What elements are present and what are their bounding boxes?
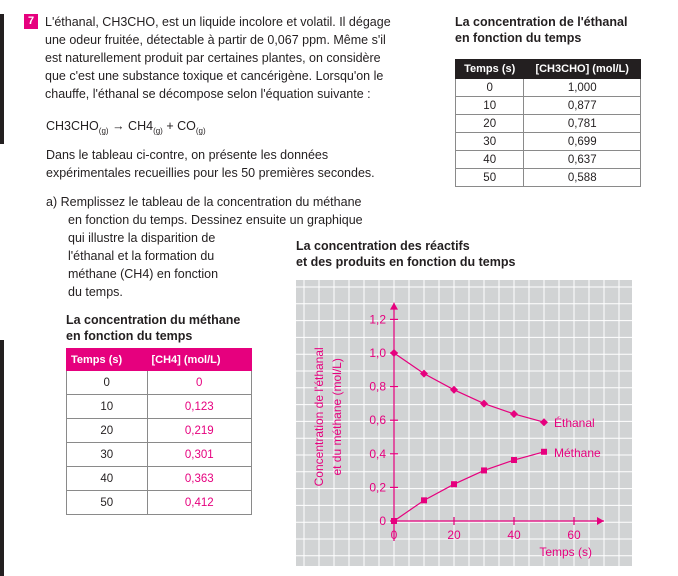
table-row <box>456 115 641 133</box>
equation-reactant: CH3CHO <box>46 119 99 133</box>
methane-table-title-line: La concentration du méthane <box>66 313 241 327</box>
equation-state: (g) <box>98 126 109 136</box>
concentration-chart <box>296 280 632 566</box>
intro-line: une odeur fruitée, détectable à partir de 0,067 ppm. Même s'il <box>45 33 386 47</box>
ethanal-table-title <box>455 14 627 46</box>
equation-product: CH4 <box>128 119 154 133</box>
cell-time: 30 <box>456 133 524 151</box>
table-row <box>67 419 252 443</box>
table-row <box>456 133 641 151</box>
data-line: expérimentales recueillies pour les 50 premières secondes. <box>46 166 375 180</box>
intro-line: est naturellement produit par certaines plantes, on considère <box>45 51 381 65</box>
cell-concentration: 0,219 <box>147 419 252 443</box>
table-row <box>456 79 641 97</box>
header-concentration: [CH4] (mol/L) <box>147 349 252 371</box>
cell-concentration: 0,699 <box>524 133 641 151</box>
equation-state: (g) <box>153 126 163 136</box>
table-row <box>67 395 252 419</box>
question-line: l'éthanal et la formation du <box>68 249 215 263</box>
data-point <box>421 497 427 503</box>
equation-product: CO <box>177 119 196 133</box>
ethanal-table-title-line: La concentration de l'éthanal <box>455 15 628 29</box>
cell-time: 0 <box>456 79 524 97</box>
y-tick-label: 0,6 <box>369 413 386 428</box>
y-tick-label: 1,2 <box>369 312 386 327</box>
equation-state: (g) <box>195 126 206 136</box>
data-point <box>511 457 517 463</box>
intro-line: que c'est une substance toxique et cancérigène. Lorsqu'on le <box>45 69 384 83</box>
cell-time: 50 <box>67 491 148 515</box>
equation-arrow: → <box>112 119 125 133</box>
y-tick-label: 0,4 <box>369 446 386 461</box>
table-header-row <box>456 60 641 79</box>
table-header-row <box>67 349 252 371</box>
cell-concentration: 0,637 <box>524 151 641 169</box>
x-tick-label: 40 <box>507 528 521 542</box>
cell-concentration: 0,877 <box>524 97 641 115</box>
table-row <box>67 371 252 395</box>
y-tick-label: 0,8 <box>369 379 386 394</box>
series-label: Méthane <box>554 445 601 460</box>
data-point <box>541 449 547 455</box>
series-label: Éthanal <box>554 416 595 431</box>
x-tick-label: 0 <box>390 528 398 542</box>
cell-concentration: 0,781 <box>524 115 641 133</box>
edge-bar-top <box>0 14 4 144</box>
cell-time: 40 <box>67 467 148 491</box>
x-tick-label: 20 <box>447 528 461 542</box>
cell-concentration: 0,588 <box>524 169 641 187</box>
question-line: a) Remplissez le tableau de la concentration du méthane <box>46 195 362 209</box>
y-axis-label: Concentration de l'éthanal <box>312 347 326 487</box>
x-tick-label: 60 <box>567 528 581 542</box>
cell-time: 20 <box>456 115 524 133</box>
data-point <box>481 467 487 473</box>
cell-time: 0 <box>67 371 148 395</box>
cell-time: 10 <box>456 97 524 115</box>
methane-table-title-line: en fonction du temps <box>66 329 193 343</box>
table-row <box>67 467 252 491</box>
table-row <box>456 97 641 115</box>
y-tick-label: 0 <box>379 514 386 528</box>
cell-time: 30 <box>67 443 148 467</box>
chart-title-line: La concentration des réactifs <box>296 239 470 253</box>
chart-title <box>296 238 515 270</box>
cell-concentration: 0 <box>147 371 252 395</box>
edge-bar-bottom <box>0 340 4 576</box>
header-time: Temps (s) <box>67 349 148 371</box>
chemical-equation <box>46 117 206 141</box>
table-row <box>67 443 252 467</box>
cell-time: 50 <box>456 169 524 187</box>
question-line: du temps. <box>68 285 123 299</box>
table-row <box>67 491 252 515</box>
x-axis-label: Temps (s) <box>539 545 592 559</box>
header-time: Temps (s) <box>456 60 524 79</box>
question-line: méthane (CH4) en fonction <box>68 267 219 281</box>
table-row <box>456 151 641 169</box>
y-tick-label: 0,2 <box>369 480 386 495</box>
data-line: Dans le tableau ci-contre, on présente les données <box>46 148 329 162</box>
header-concentration: [CH3CHO] (mol/L) <box>524 60 641 79</box>
exercise-number-badge: 7 <box>24 14 38 29</box>
intro-line: chauffe, l'éthanal se décompose selon l'équation suivante : <box>45 87 371 101</box>
y-axis-label: et du méthane (mol/L) <box>330 358 344 476</box>
cell-time: 20 <box>67 419 148 443</box>
cell-concentration: 0,123 <box>147 395 252 419</box>
question-line: qui illustre la disparition de <box>68 231 216 245</box>
y-tick-label: 1,0 <box>369 346 386 360</box>
intro-line: L'éthanal, CH3CHO, est un liquide incolore et volatil. Il dégage <box>45 15 391 29</box>
cell-concentration: 0,363 <box>147 467 252 491</box>
cell-time: 10 <box>67 395 148 419</box>
table-row <box>456 169 641 187</box>
equation-plus: + <box>166 119 174 133</box>
chart-title-line: et des produits en fonction du temps <box>296 255 516 269</box>
cell-concentration: 0,412 <box>147 491 252 515</box>
cell-time: 40 <box>456 151 524 169</box>
data-point <box>391 518 397 524</box>
methane-table <box>66 348 252 515</box>
cell-concentration: 1,000 <box>524 79 641 97</box>
ethanal-table <box>455 59 641 187</box>
question-line: en fonction du temps. Dessinez ensuite un graphique <box>68 213 363 227</box>
cell-concentration: 0,301 <box>147 443 252 467</box>
data-point <box>451 481 457 487</box>
ethanal-table-title-line: en fonction du temps <box>455 31 582 45</box>
methane-table-title <box>66 312 240 344</box>
